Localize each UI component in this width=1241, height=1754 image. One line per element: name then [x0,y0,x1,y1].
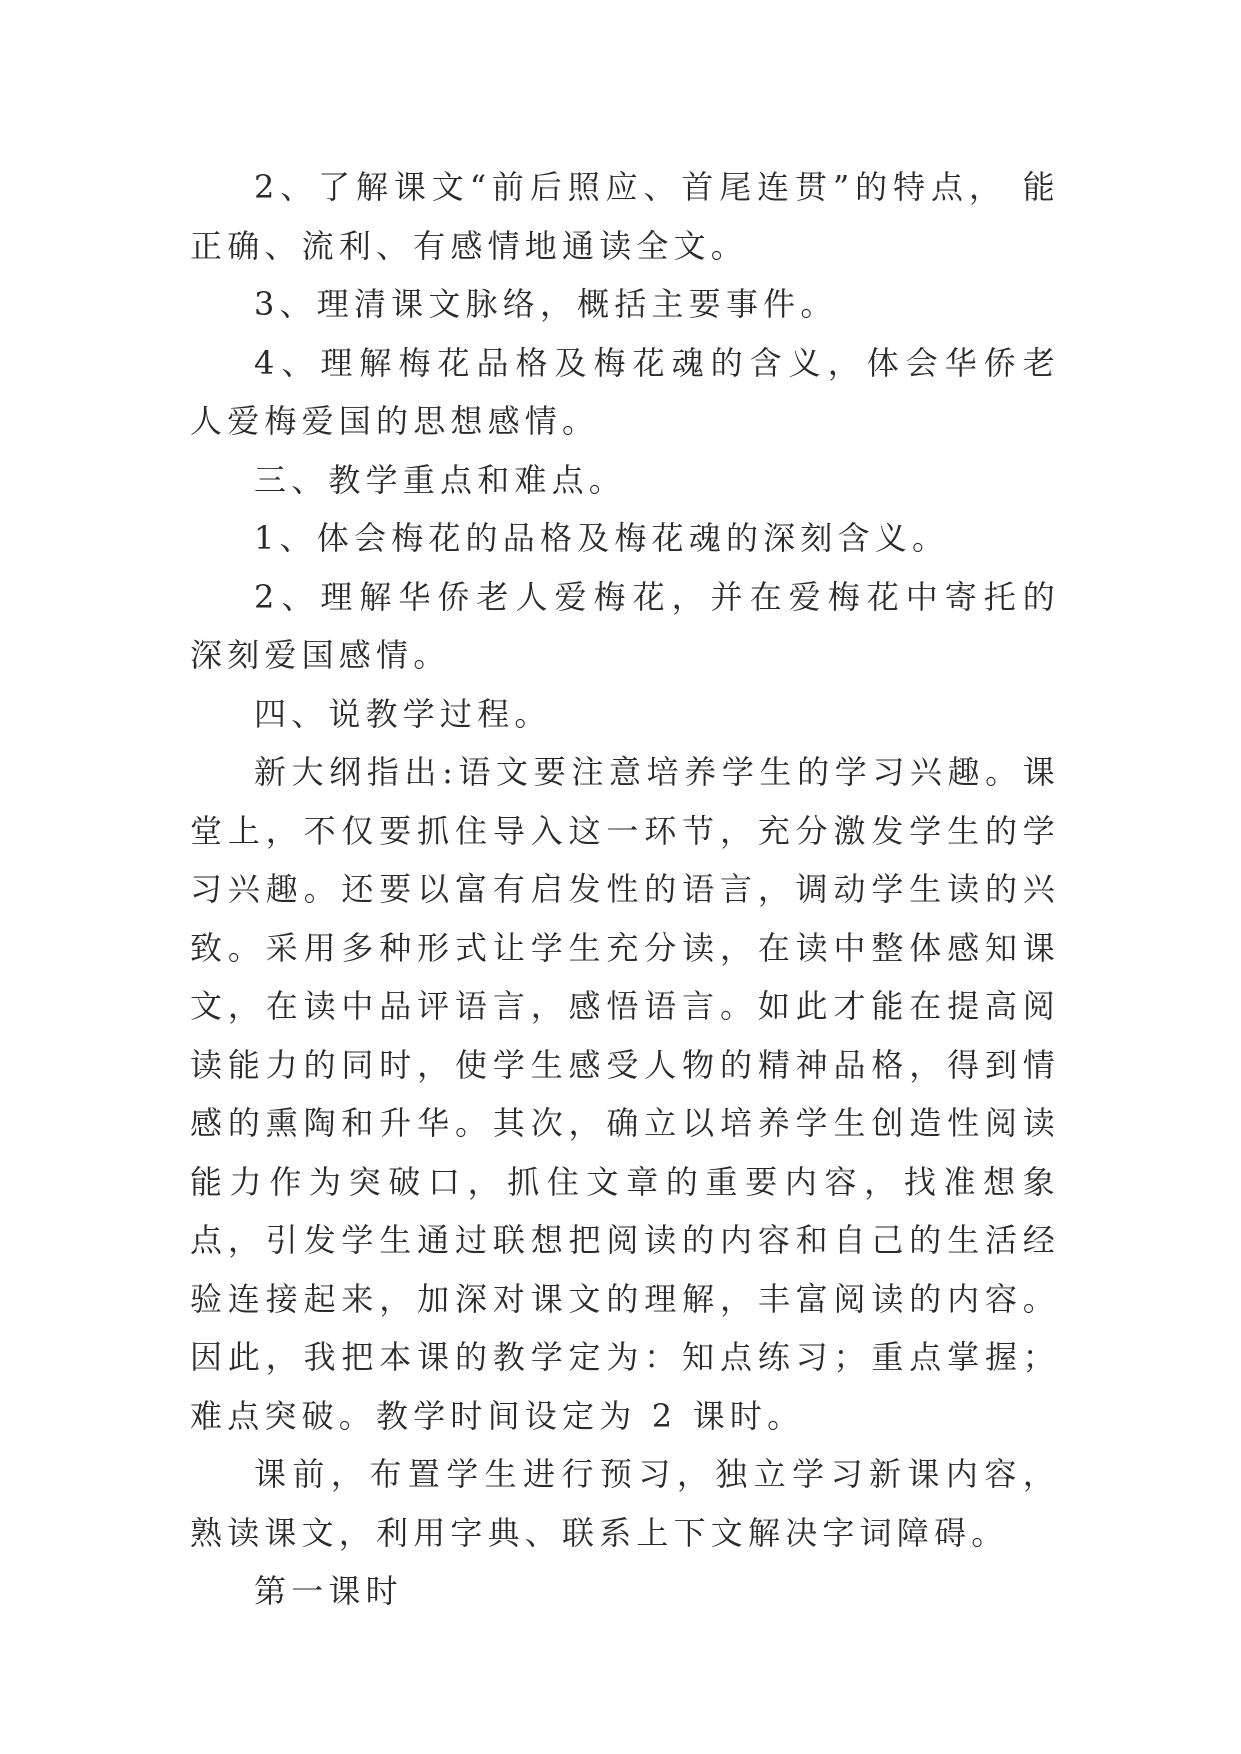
paragraph-key-point-2: 2、理解华侨老人爱梅花，并在爱梅花中寄托的深刻爱国感情。 [190,577,1060,674]
paragraph-before-class: 课前，布置学生进行预习，独立学习新课内容，熟读课文，利用字典、联系上下文解决字词障碍。 [190,1455,1060,1552]
paragraph-objective-3: 3、理清课文脉络，概括主要事件。 [254,285,838,323]
paragraph-objective-2: 2、了解课文“前后照应、首尾连贯”的特点， 能正确、流利、有感情地通读全文。 [190,168,1060,265]
paragraph-syllabus: 新大纲指出:语文要注意培养学生的学习兴趣。课堂上，不仅要抓住导入这一环节，充分激发学生的学习兴趣。还要以富有启发性的语言，调动学生读的兴致。采用多种形式让学生充分读，在读中整体感知课文，在读中品评语言，感悟语言。如此才能在提高阅读能力的同时，使学生感受人物的精神品格，得到情感的熏陶和升华。其次，确立以培养学生创造性阅读能力作为突破口，抓住文章的重要内容，找准想象点，引发学生通过联想把阅读的内容和自己的生活经验连接起来，加深对课文的理解，丰富阅读的内容。因此，我把本课的教学定为：知点练习；重点掌握；难点突破。教学时间设定为 2 课时。 [190,753,1060,1435]
section-heading-key-points: 三、教学重点和难点。 [254,460,627,499]
paragraph-first-lesson: 第一课时 [254,1572,403,1610]
paragraph-key-point-1: 1、体会梅花的品格及梅花魂的深刻含义。 [254,519,950,557]
section-heading-teaching-process: 四、说教学过程。 [254,694,552,733]
document-body [190,158,1060,1621]
paragraph-objective-4: 4、理解梅花品格及梅花魂的含义，体会华侨老人爱梅爱国的思想感情。 [190,343,1060,440]
